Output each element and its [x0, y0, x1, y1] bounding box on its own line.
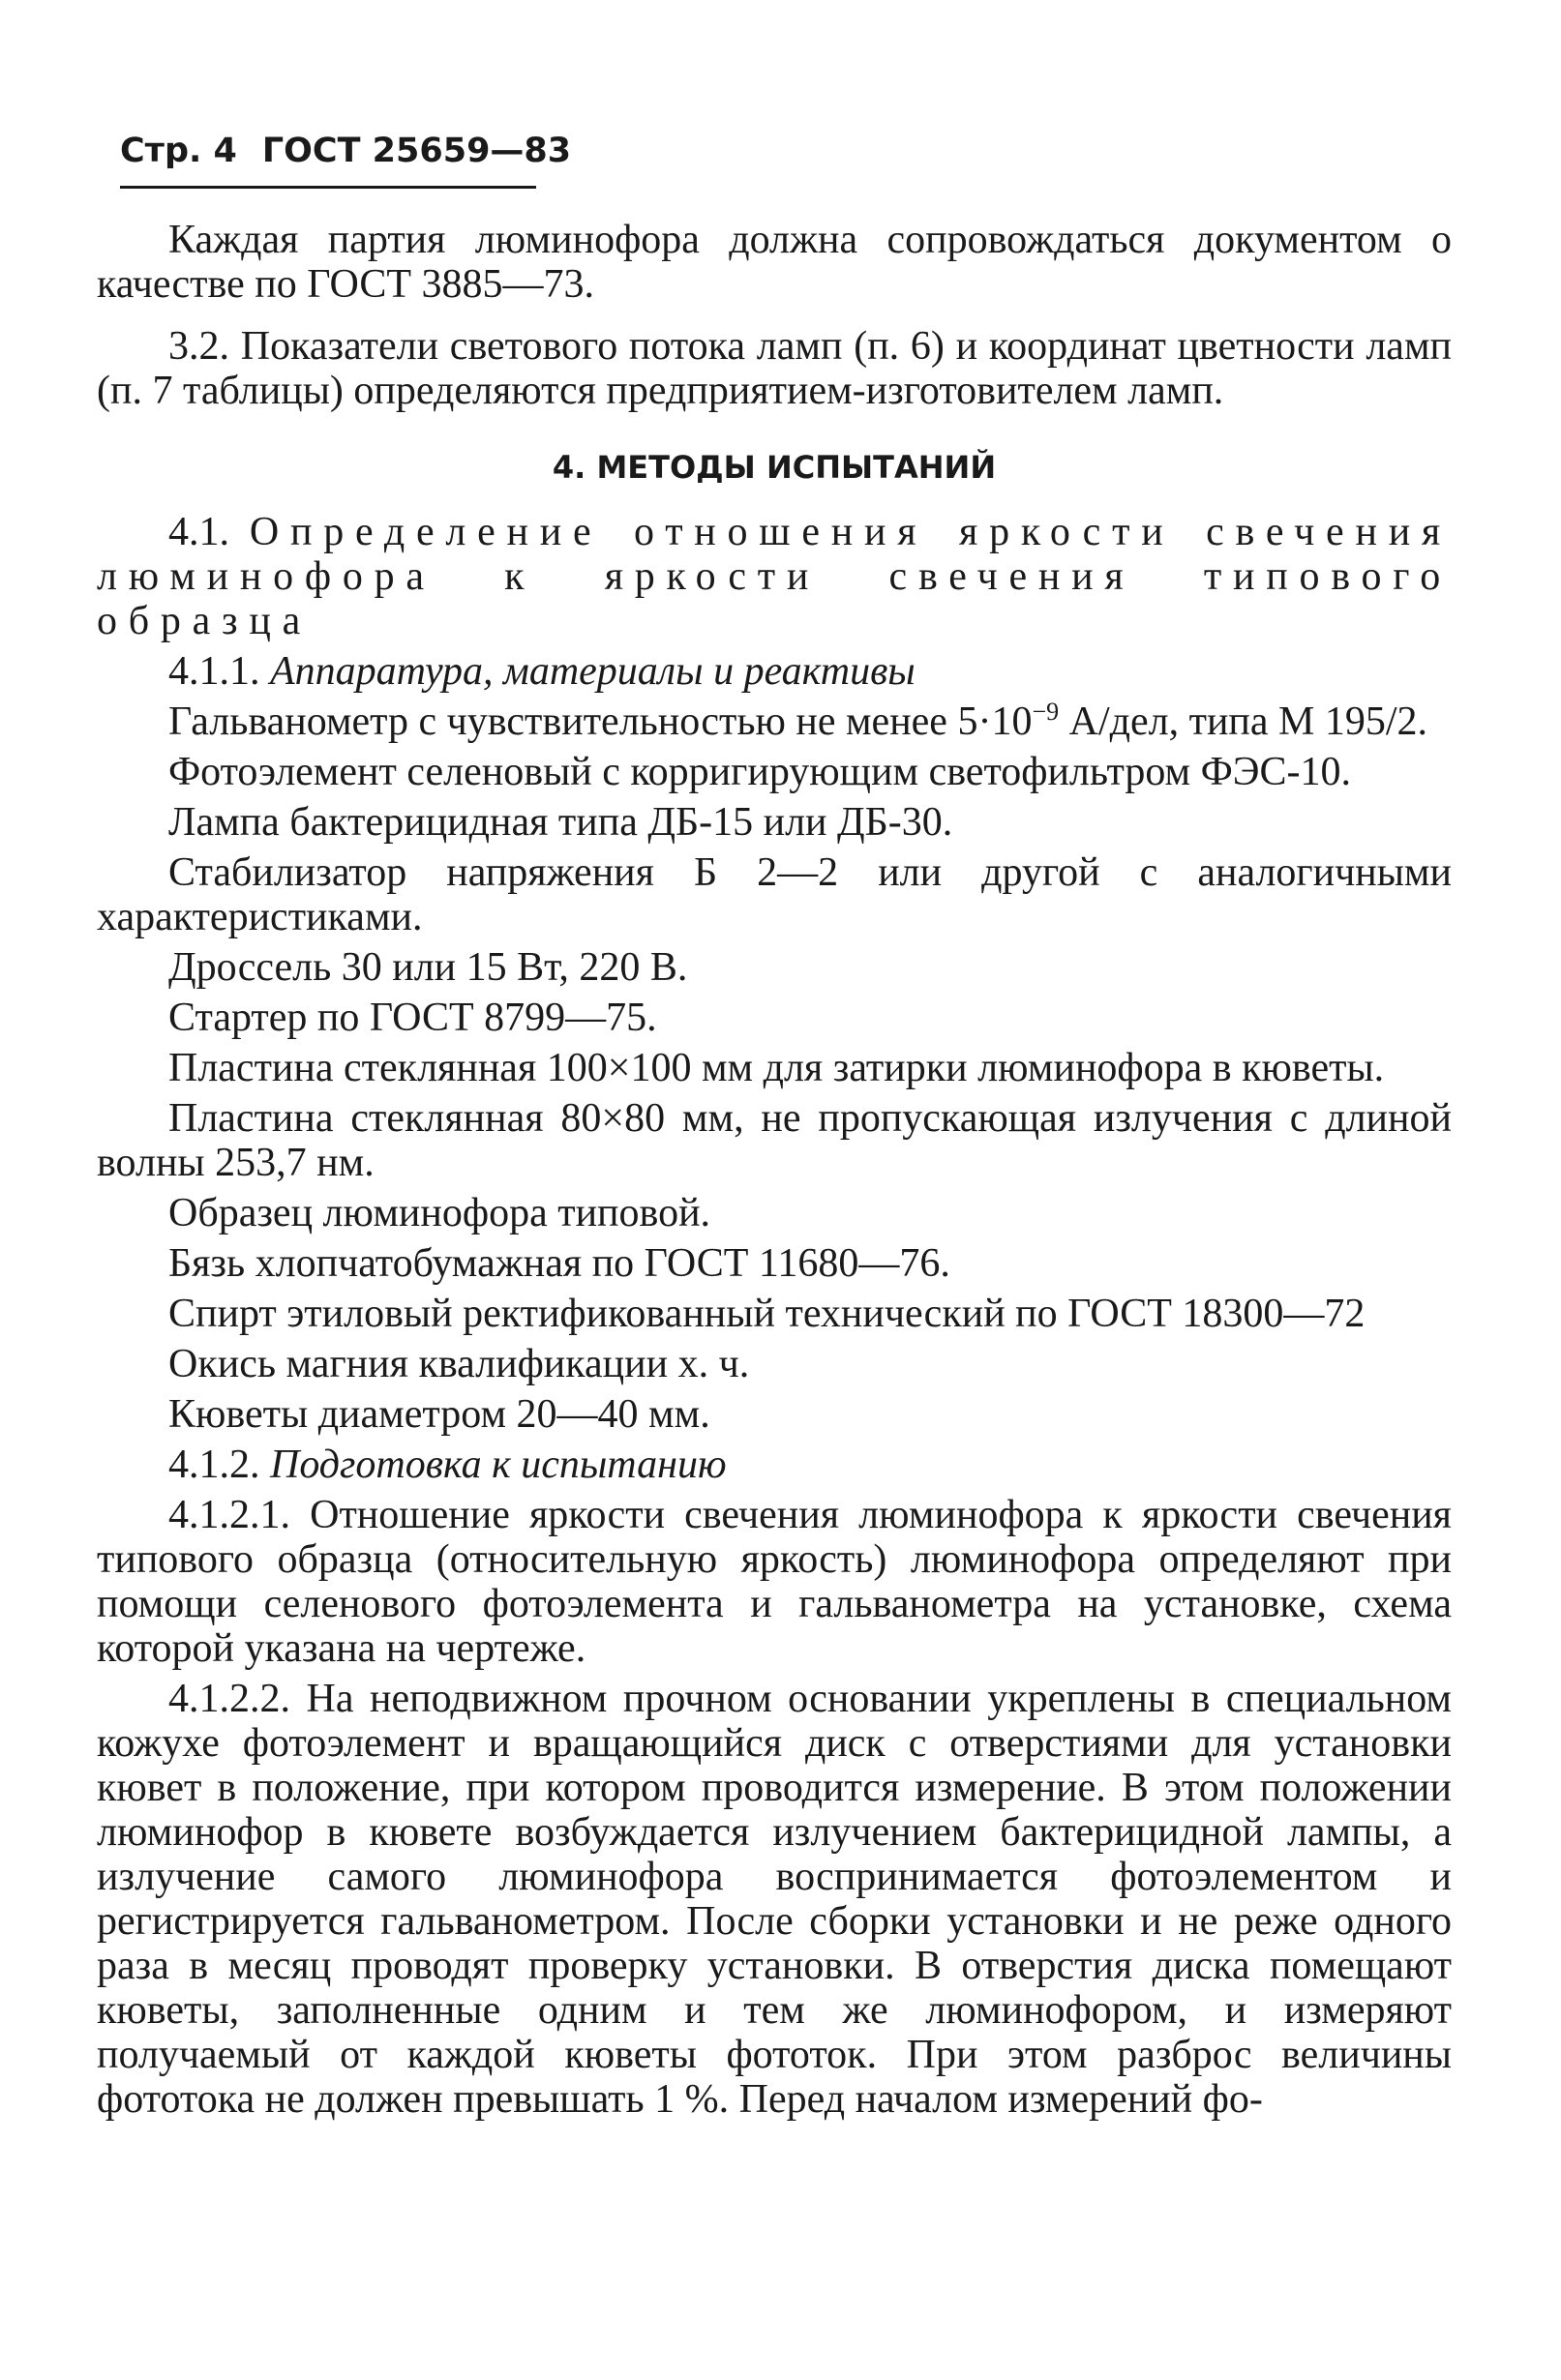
- clause-4-1-2: [97, 1443, 1452, 1487]
- standard-code: ГОСТ 25659—83: [261, 132, 572, 170]
- item-fabric: Бязь хлопчатобумажная по ГОСТ 11680—76.: [168, 1241, 950, 1286]
- header-rule: [120, 186, 536, 189]
- item-glass-plate-100: Пластина стеклянная 100×100 мм для затирки люминофора в кюветы.: [168, 1046, 1385, 1090]
- item-cuvettes: Кюветы диаметром 20—40 мм.: [168, 1392, 710, 1437]
- clause-4-1-2-number: 4.1.2.: [168, 1443, 260, 1487]
- clause-4-1-2-1: 4.1.2.1. Отношение яркости свечения люминофора к яркости свечения типового образца (относительную яркость) люминофора определяют при помощи селенового фотоэлемента и гальванометра на установке, схема которой указана на чертеже.: [97, 1493, 1452, 1671]
- page-number: Стр. 4: [120, 132, 237, 170]
- item-galvanometer: Гальванометр с чувствительностью не менее $5\cdot 10^{-9}$ А/дел, типа М 195/2.: [168, 698, 1428, 744]
- clause-4-1-2-title: Подготовка к испытанию: [270, 1443, 727, 1487]
- paragraph-quality-doc: Каждая партия люминофора должна сопровождаться документом о качестве по ГОСТ 3885—73.: [97, 218, 1452, 307]
- section-title: 4. МЕТОДЫ ИСПЫТАНИЙ: [552, 449, 997, 486]
- item-reference-sample: Образец люминофора типовой.: [168, 1191, 711, 1235]
- item-stabilizer: Стабилизатор напряжения Б 2—2 или другой с аналогичными характеристиками.: [97, 850, 1452, 939]
- clause-4-1-1-number: 4.1.1.: [168, 649, 260, 694]
- page-header: [120, 130, 572, 172]
- clause-4-1-1: [97, 649, 1452, 694]
- document-body: [97, 218, 1452, 2122]
- item-glass-plate-80: Пластина стеклянная 80×80 мм, не пропускающая излучения с длиной волны 253,7 нм.: [97, 1096, 1452, 1185]
- clause-4-1-1-title: Аппаратура, материалы и реактивы: [270, 649, 916, 694]
- paragraph-3-2: 3.2. Показатели светового потока ламп (п. 6) и координат цветности ламп (п. 7 таблицы) определяются предприятием-изготовителем ламп.: [97, 324, 1452, 413]
- clause-4-1: [97, 510, 1452, 643]
- item-photocell: Фотоэлемент селеновый с корригирующим светофильтром ФЭС-10.: [168, 750, 1351, 794]
- item-ethanol: Спирт этиловый ректификованный технический по ГОСТ 18300—72: [168, 1292, 1366, 1336]
- item-magnesium-oxide: Окись магния квалификации х. ч.: [168, 1342, 750, 1386]
- clause-4-1-number: 4.1.: [168, 510, 229, 554]
- item-starter: Стартер по ГОСТ 8799—75.: [168, 996, 657, 1040]
- item-lamp: Лампа бактерицидная типа ДБ-15 или ДБ-30.: [168, 800, 953, 845]
- item-choke: Дроссель 30 или 15 Вт, 220 В.: [168, 945, 688, 990]
- clause-4-1-2-2: 4.1.2.2. На неподвижном прочном основании укреплены в специальном кожухе фотоэлемент и вращающийся диск с отверстиями для установки кювет в положение, при котором проводится измерение. В этом положении люминофор в кювете возбуждается излучением бактерицидной лампы, а излучение самого люминофора воспринимается фотоэлементом и регистрируется гальванометром. После сборки установки и не реже одного раза в месяц проводят проверку установки. В отверстия диска помещают кюветы, заполненные одним и тем же люминофором, и измеряют получаемый от каждой кюветы фототок. При этом разброс величины фототока не должен превышать 1 %. Перед началом измерений фо-: [97, 1677, 1452, 2122]
- exponent: −9: [1032, 698, 1060, 726]
- clause-4-1-title: Определение отношения яркости свечения люминофора к яркости свечения типового образца: [97, 510, 1453, 643]
